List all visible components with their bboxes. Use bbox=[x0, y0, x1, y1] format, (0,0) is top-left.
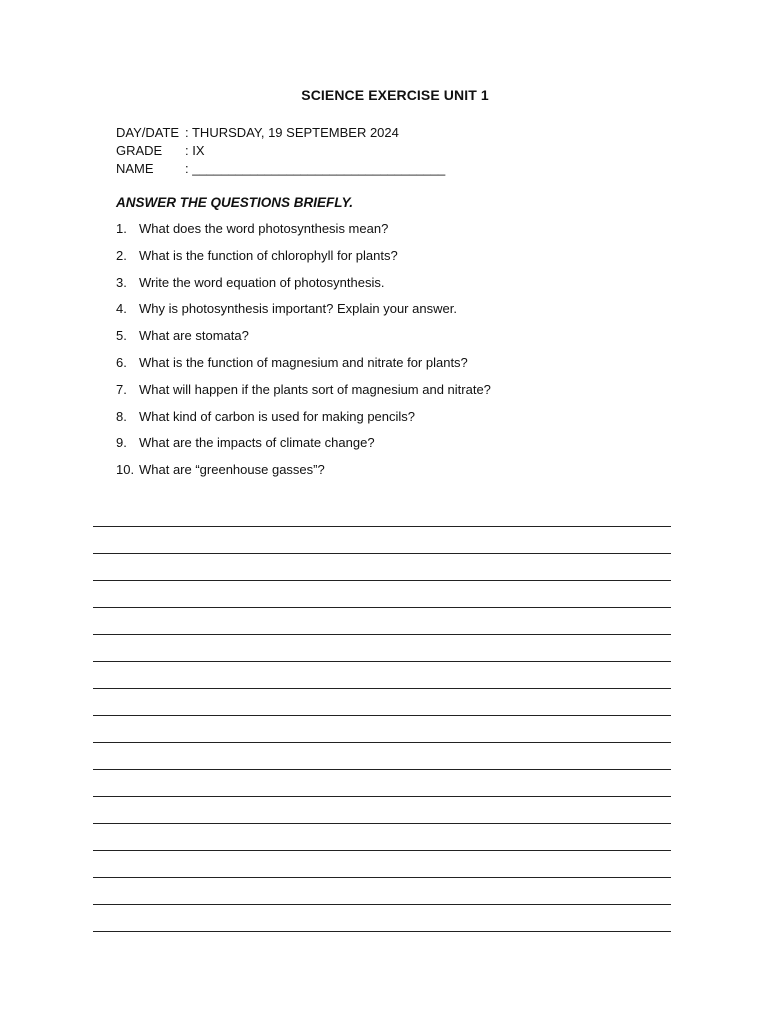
answer-line bbox=[93, 553, 671, 580]
name-blank: : ___________________________________ bbox=[185, 161, 446, 176]
question-number: 6. bbox=[116, 354, 127, 370]
question-text: What will happen if the plants sort of magnesium and nitrate? bbox=[139, 381, 491, 397]
question-item bbox=[116, 409, 491, 436]
instructions-heading: ANSWER THE QUESTIONS BRIEFLY. bbox=[116, 195, 354, 210]
question-text: What is the function of magnesium and nitrate for plants? bbox=[139, 354, 468, 370]
question-item bbox=[116, 248, 491, 275]
question-number: 4. bbox=[116, 301, 127, 317]
answer-line bbox=[93, 661, 671, 688]
question-item bbox=[116, 355, 491, 382]
grade-label: GRADE bbox=[116, 143, 163, 158]
info-row-name bbox=[116, 160, 445, 178]
answer-area bbox=[93, 526, 671, 958]
question-item bbox=[116, 275, 491, 302]
question-item bbox=[116, 435, 491, 462]
question-number: 1. bbox=[116, 221, 127, 236]
answer-line bbox=[93, 526, 671, 553]
question-text: What are stomata? bbox=[139, 328, 249, 344]
answer-line bbox=[93, 931, 671, 958]
question-text: What kind of carbon is used for making pencils? bbox=[139, 408, 416, 424]
answer-line bbox=[93, 796, 671, 823]
question-text: What is the function of chlorophyll for plants? bbox=[139, 247, 398, 263]
answer-line bbox=[93, 580, 671, 607]
question-item bbox=[116, 221, 491, 248]
answer-line bbox=[93, 607, 671, 634]
answer-line bbox=[93, 769, 671, 796]
question-number: 2. bbox=[116, 247, 127, 263]
question-text: Why is photosynthesis important? Explain your answer. bbox=[139, 301, 457, 317]
question-item bbox=[116, 301, 491, 328]
date-value: : THURSDAY, 19 SEPTEMBER 2024 bbox=[185, 125, 399, 140]
question-item bbox=[116, 328, 491, 355]
answer-line bbox=[93, 904, 671, 931]
question-number: 7. bbox=[116, 381, 127, 397]
question-number: 8. bbox=[116, 408, 127, 424]
info-row-date bbox=[116, 124, 445, 142]
answer-line bbox=[93, 877, 671, 904]
question-number: 5. bbox=[116, 328, 127, 344]
answer-line bbox=[93, 823, 671, 850]
grade-value: : IX bbox=[185, 143, 205, 158]
name-label: NAME bbox=[116, 161, 154, 176]
answer-line bbox=[93, 850, 671, 877]
question-text: What are the impacts of climate change? bbox=[139, 435, 375, 451]
student-info bbox=[116, 124, 445, 178]
date-label: DAY/DATE bbox=[116, 125, 180, 140]
info-row-grade bbox=[116, 142, 445, 160]
answer-line bbox=[93, 688, 671, 715]
question-text: What does the word photosynthesis mean? bbox=[139, 221, 389, 236]
question-item bbox=[116, 462, 491, 489]
answer-line bbox=[93, 715, 671, 742]
question-number: 10. bbox=[116, 462, 135, 478]
answer-line bbox=[93, 634, 671, 661]
question-text: Write the word equation of photosynthesis. bbox=[139, 274, 385, 290]
question-text: What are “greenhouse gasses”? bbox=[139, 462, 325, 478]
answer-line bbox=[93, 742, 671, 769]
question-list bbox=[116, 221, 491, 489]
question-number: 9. bbox=[116, 435, 127, 451]
question-number: 3. bbox=[116, 274, 127, 290]
page-title: SCIENCE EXERCISE UNIT 1 bbox=[301, 87, 489, 103]
question-item bbox=[116, 382, 491, 409]
